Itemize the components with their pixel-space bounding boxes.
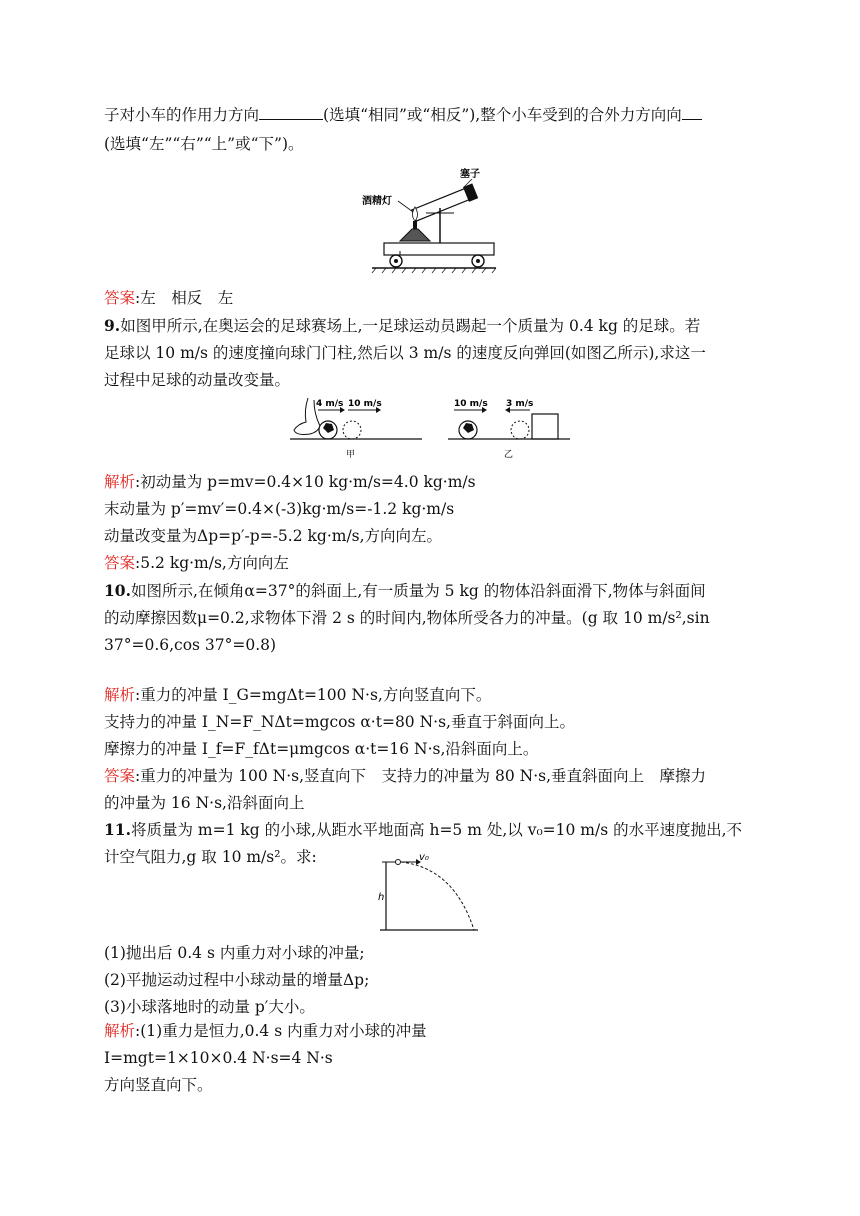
q11-part-1: (1)抛出后 0.4 s 内重力对小球的冲量; bbox=[104, 944, 365, 962]
answer-text: :左 相反 左 bbox=[135, 289, 234, 307]
velocity-3-label: 3 m/s bbox=[506, 399, 534, 409]
q10-line3: 37°=0.6,cos 37°=0.8) bbox=[104, 636, 277, 654]
q10-analysis-3: 摩擦力的冲量 I_f=F_fΔt=μmgcos α·t=16 N·s,沿斜面向上。 bbox=[104, 740, 539, 758]
analysis-text: :重力的冲量 I_G=mgΔt=100 N·s,方向竖直向下。 bbox=[135, 686, 492, 704]
q10-line1 bbox=[104, 580, 706, 602]
answer-text: :重力的冲量为 100 N·s,竖直向下 支持力的冲量为 80 N·s,垂直斜面向上 摩擦力 bbox=[135, 767, 706, 785]
q8-blank-2[interactable] bbox=[682, 105, 702, 120]
figure-caption-b: 乙 bbox=[504, 450, 514, 460]
answer-text: :5.2 kg·m/s,方向向左 bbox=[135, 554, 289, 572]
q9-analysis-2: 末动量为 p′=mv′=0.4×(-3)kg·m/s=-1.2 kg·m/s bbox=[104, 500, 455, 518]
q10-analysis-1 bbox=[104, 684, 491, 706]
analysis-label: 解析 bbox=[104, 473, 136, 491]
q11-line2: 计空气阻力,g 取 10 m/s²。求: bbox=[104, 848, 317, 866]
question-number: 11. bbox=[104, 820, 131, 839]
figure-caption-a: 甲 bbox=[346, 450, 356, 460]
question-number: 9. bbox=[104, 316, 121, 335]
q10-text-1: 如图所示,在倾角α=37°的斜面上,有一质量为 5 kg 的物体沿斜面滑下,物体与斜面间 bbox=[130, 582, 706, 600]
q9-analysis-3: 动量改变量为Δp=p′-p=-5.2 kg·m/s,方向向左。 bbox=[104, 527, 443, 545]
q9-line2: 足球以 10 m/s 的速度撞向球门门柱,然后以 3 m/s 的速度反向弹回(如图乙所示),求这一 bbox=[104, 344, 706, 362]
q11-analysis-3: 方向竖直向下。 bbox=[104, 1076, 213, 1094]
analysis-text: :初动量为 p=mv=0.4×10 kg·m/s=4.0 kg·m/s bbox=[135, 473, 476, 491]
q10-analysis-2: 支持力的冲量 I_N=F_NΔt=mgcos α·t=80 N·s,垂直于斜面向上。 bbox=[104, 713, 575, 731]
analysis-text: :(1)重力是恒力,0.4 s 内重力对小球的冲量 bbox=[135, 1022, 427, 1040]
q10-line2: 的动摩擦因数μ=0.2,求物体下滑 2 s 的时间内,物体所受各力的冲量。(g 取 10 m/s²,sin bbox=[104, 609, 710, 627]
lamp-label: 酒精灯 bbox=[362, 196, 392, 207]
kick-figure-b bbox=[446, 392, 576, 462]
analysis-label: 解析 bbox=[104, 1022, 136, 1040]
q9-text-1: 如图甲所示,在奥运会的足球赛场上,一足球运动员踢起一个质量为 0.4 kg 的足球。若 bbox=[120, 317, 701, 335]
cork-label: 塞子 bbox=[460, 169, 480, 180]
analysis-label: 解析 bbox=[104, 686, 136, 704]
q8-text-b: (选填“相同”或“相反”),整个小车受到的合外力方向向 bbox=[323, 106, 682, 124]
velocity-10b-label: 10 m/s bbox=[454, 399, 488, 409]
q11-line1 bbox=[104, 819, 742, 841]
projectile-figure bbox=[374, 852, 484, 934]
q10-answer-2: 的冲量为 16 N·s,沿斜面向上 bbox=[104, 794, 305, 812]
q8-text-a: 子对小车的作用力方向 bbox=[104, 106, 260, 124]
q9-answer bbox=[104, 552, 289, 574]
q11-analysis-1 bbox=[104, 1020, 427, 1042]
q8-blank-1[interactable] bbox=[259, 105, 323, 120]
h-label: h bbox=[378, 892, 385, 903]
q8-answer bbox=[104, 287, 233, 309]
q8-line1 bbox=[104, 104, 702, 126]
question-number: 10. bbox=[104, 581, 131, 600]
velocity-4-label: 4 m/s bbox=[316, 399, 344, 409]
cart-lamp-figure bbox=[360, 163, 502, 275]
q10-answer-1 bbox=[104, 765, 706, 787]
q11-part-3: (3)小球落地时的动量 p′大小。 bbox=[104, 998, 315, 1016]
v0-label: v₀ bbox=[419, 852, 429, 863]
q11-text-1: 将质量为 m=1 kg 的小球,从距水平地面高 h=5 m 处,以 v₀=10 m/s 的水平速度抛出,不 bbox=[130, 821, 743, 839]
q9-line1 bbox=[104, 315, 700, 337]
q8-line2: (选填“左”“右”“上”或“下”)。 bbox=[104, 135, 304, 153]
q9-analysis-1 bbox=[104, 471, 476, 493]
q11-part-2: (2)平抛运动过程中小球动量的增量Δp; bbox=[104, 971, 370, 989]
q11-analysis-2: I=mgt=1×10×0.4 N·s=4 N·s bbox=[104, 1049, 333, 1067]
answer-label: 答案 bbox=[104, 289, 136, 307]
q9-line3: 过程中足球的动量改变量。 bbox=[104, 371, 291, 389]
kick-figure-a bbox=[288, 392, 424, 462]
answer-label: 答案 bbox=[104, 767, 136, 785]
answer-label: 答案 bbox=[104, 554, 136, 572]
velocity-10-label: 10 m/s bbox=[348, 399, 382, 409]
